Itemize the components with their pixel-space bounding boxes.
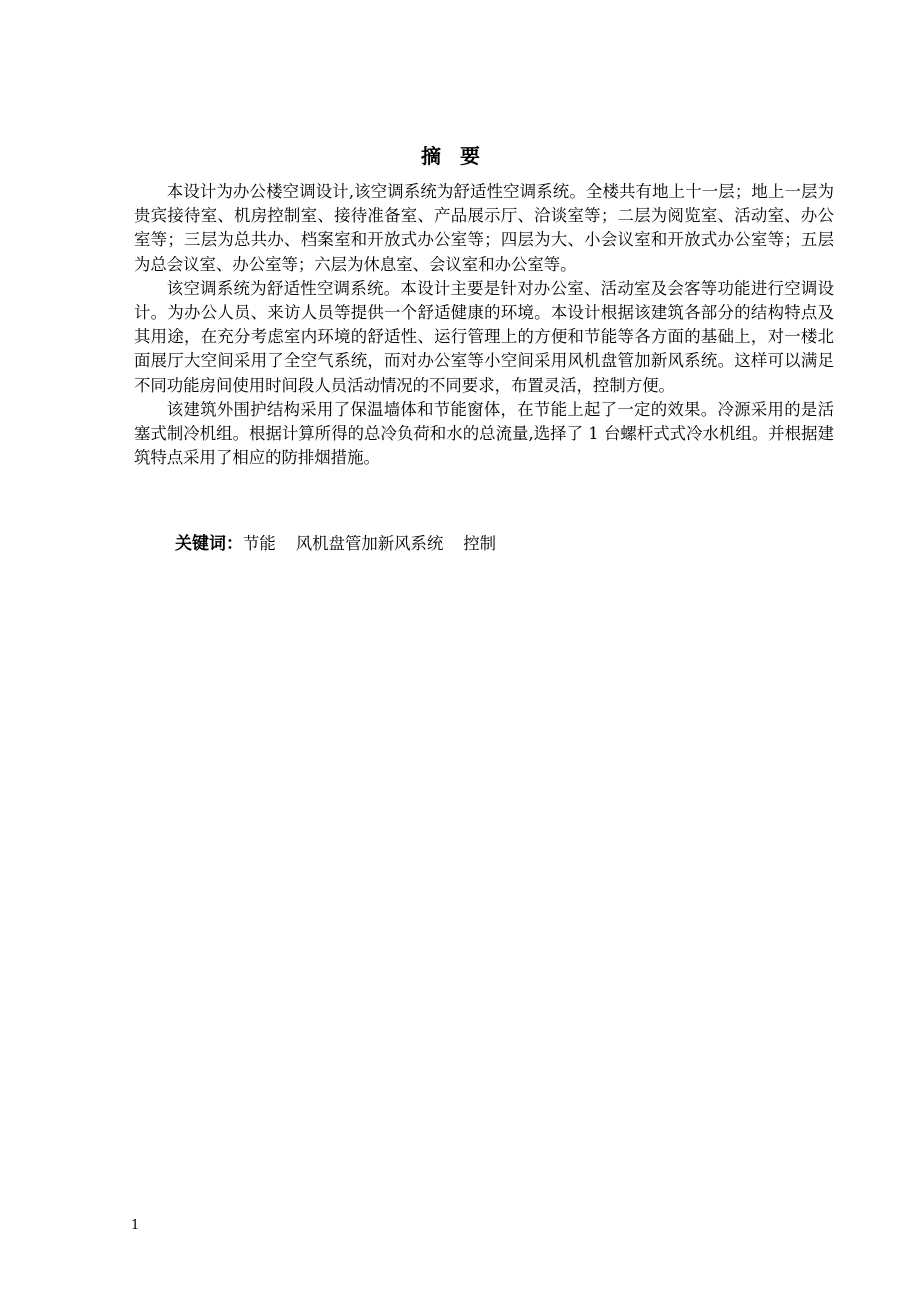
abstract-body [134,180,834,470]
keyword-item: 风机盘管加新风系统 [295,534,444,553]
abstract-title: 摘 要 [421,144,486,168]
keyword-item: 节能 [243,534,276,553]
keywords-line [175,531,516,557]
keyword-item: 控制 [463,534,497,553]
page-number: 1 [131,1218,140,1233]
abstract-paragraph-2: 该空调系统为舒适性空调系统。本设计主要是针对办公室、活动室及会客等功能进行空调设计。为办公人员、来访人员等提供一个舒适健康的环境。本设计根据该建筑各部分的结构特点及其用途，在充分考虑室内环境的舒适性、运行管理上的方便和节能等各方面的基础上，对一楼北面展厅大空间采用了全空气系统，而对办公室等小空间采用风机盘管加新风系统。这样可以满足不同功能房间使用时间段人员活动情况的不同要求，布置灵活，控制方便。 [134,278,834,395]
abstract-paragraph-3: 该建筑外围护结构采用了保温墙体和节能窗体，在节能上起了一定的效果。冷源采用的是活塞式制冷机组。根据计算所得的总冷负荷和水的总流量,选择了 1 台螺杆式式冷水机组。并根据建筑特点采用了相应的防排烟措施。 [134,399,834,468]
abstract-paragraph-1: 本设计为办公楼空调设计,该空调系统为舒适性空调系统。全楼共有地上十一层；地上一层为贵宾接待室、机房控制室、接待准备室、产品展示厅、洽谈室等；二层为阅览室、活动室、办公室等；三层为总共办、档案室和开放式办公室等；四层为大、小会议室和开放式办公室等；五层为总会议室、办公室等；六层为休息室、会议室和办公室等。 [134,182,834,274]
keywords-label: 关键词： [175,534,243,554]
